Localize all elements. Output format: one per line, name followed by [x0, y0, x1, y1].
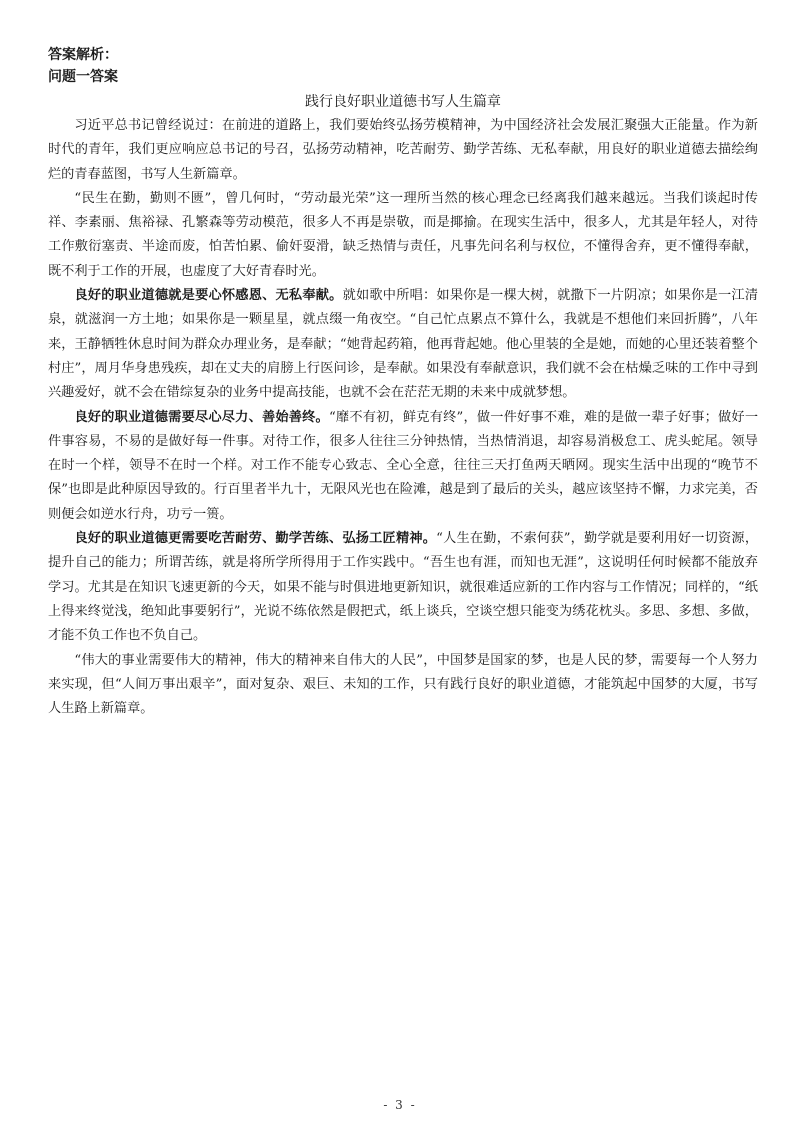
essay-title: 践行良好职业道德书写人生篇章: [305, 94, 501, 110]
paragraph-4-body: “靡不有初，鲜克有终”，做一件好事不难，难的是做一辈子好事；做好一件事容易，不易的是做好每一件事。对待工作，很多人往往三分钟热情，当热情消退，却容易消极怠工、虎头蛇尾。领导在时一个样，领导不在时一个样。对工作不能专心致志、全心全意，往往三天打鱼两天晒网。现实生活中出现的“晚节不保”也即是此种原因导致的。行百里者半九十，无限风光也在险滩，越是到了最后的关头，越应该坚持不懈，力求完美，否则便会如逆水行舟，功亏一篑。: [48, 409, 759, 522]
paragraph-3-body: 就如歌中所唱：如果你是一棵大树，就撒下一片阴凉；如果你是一江清泉，就滋润一方土地；如果你是一颗星星，就点缀一角夜空。“自己忙点累点不算什么，我就是不想他们来回折腾”，八年来，王静牺牲休息时间为群众办理业务，是奉献；“她背起药箱，他再背起她。他心里装的全是她，而她的心里还装着整个村庄”，周月华身患残疾，却在丈夫的肩膀上行医问诊，是奉献。如果没有奉献意识，我们就不会在枯燥乏味的工作中寻到兴趣爱好，就不会在错综复杂的业务中提高技能，也就不会在茫茫无期的未来中成就梦想。: [48, 288, 759, 401]
page-number: - 3 -: [383, 1098, 417, 1112]
paragraph-5-lead: 良好的职业道德更需要吃苦耐劳、勤学苦练、弘扬工匠精神。: [74, 531, 437, 547]
paragraph-1: 习近平总书记曾经说过：在前进的道路上，我们要始终弘扬劳模精神，为中国经济社会发展汇聚强大正能量。作为新时代的青年，我们更应响应总书记的号召，弘扬劳动精神，吃苦耐劳、勤学苦练、无私奉献，用良好的职业道德去描绘绚烂的青春蓝图，书写人生新篇章。: [48, 118, 758, 182]
paragraph-2: “民生在勤，勤则不匮”，曾几何时，“劳动最光荣”这一理所当然的核心理念已经离我们越来越远。当我们谈起时传祥、李素丽、焦裕禄、孔繁森等劳动模范，很多人不再是崇敬，而是揶揄。在现实生活中，很多人，尤其是年轻人，对待工作敷衍塞责、半途而废，怕苦怕累、偷奸耍滑，缺乏热情与责任，凡事先问名利与权位，不懂得舍弃，更不懂得奉献，既不利于工作的开展，也虚度了大好青春时光。: [48, 190, 758, 279]
paragraph-5: [48, 527, 758, 648]
paragraph-4-lead: 良好的职业道德需要尽心尽力、善始善终。: [74, 409, 329, 425]
paragraph-3-lead: 良好的职业道德就是要心怀感恩、无私奉献。: [74, 288, 343, 304]
paragraph-5-body: “人生在勤，不索何获”，勤学就是要利用好一切资源，提升自己的能力；所谓苦练，就是将所学所得用于工作实践中。“吾生也有涯，而知也无涯”，这说明任何时候都不能放弃学习。尤其是在知识飞速更新的今天，如果不能与时俱进地更新知识，就很难适应新的工作内容与工作情况；同样的，“纸上得来终觉浅，绝知此事要躬行”，光说不练依然是假把式，纸上谈兵，空谈空想只能变为绣花枕头。多思、多想、多做，才能不负工作也不负自己。: [48, 531, 759, 644]
paragraph-6: “伟大的事业需要伟大的精神，伟大的精神来自伟大的人民”，中国梦是国家的梦，也是人民的梦，需要每一个人努力来实现，但“人间万事出艰辛”，面对复杂、艰巨、未知的工作，只有践行良好的职业道德，才能筑起中国梦的大厦，书写人生路上新篇章。: [48, 652, 758, 717]
analysis-heading: 答案解析：: [48, 47, 118, 63]
question-heading: 问题一答案: [48, 69, 118, 85]
paragraph-4: [48, 406, 758, 527]
document-page: [48, 44, 758, 721]
paragraph-3: [48, 284, 758, 405]
